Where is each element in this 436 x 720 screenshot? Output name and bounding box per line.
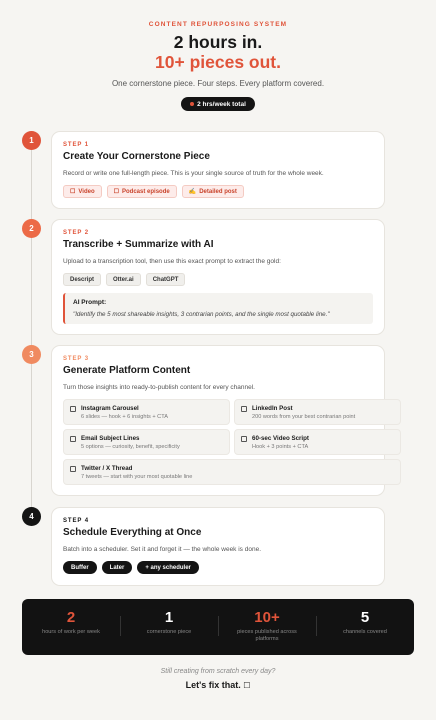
tile-instagram-carousel[interactable] bbox=[63, 399, 230, 425]
tile-subtitle: 200 words from your best contrarian point bbox=[252, 414, 356, 420]
step-2-number: 2 bbox=[22, 219, 41, 238]
step-1-card bbox=[51, 131, 385, 209]
chip-descript[interactable]: Descript bbox=[63, 273, 101, 286]
stat-label: pieces published across platforms bbox=[237, 629, 297, 642]
tile-video-script[interactable] bbox=[234, 429, 401, 455]
step-1-label: STEP 1 bbox=[63, 142, 89, 148]
chip-label: Detailed post bbox=[199, 188, 237, 195]
ai-prompt-label: AI Prompt: bbox=[73, 299, 107, 306]
square-icon: ☐ bbox=[243, 681, 251, 690]
tile-title: Email Subject Lines bbox=[81, 435, 140, 442]
page-title bbox=[0, 33, 436, 72]
square-icon bbox=[70, 466, 76, 472]
eyebrow: CONTENT REPURPOSING SYSTEM bbox=[148, 21, 288, 28]
chip-podcast[interactable] bbox=[107, 185, 177, 198]
pen-icon: ✍ bbox=[188, 189, 197, 195]
chip-buffer[interactable]: Buffer bbox=[63, 561, 97, 574]
square-icon bbox=[241, 406, 247, 412]
tile-title: 60-sec Video Script bbox=[252, 435, 309, 442]
step-4-title: Schedule Everything at Once bbox=[63, 527, 202, 538]
stat-hours bbox=[22, 599, 120, 655]
chip-label: Podcast episode bbox=[122, 188, 170, 195]
footer-cta[interactable] bbox=[0, 680, 436, 690]
step-3-description: Turn those insights into ready-to-publish content for every channel. bbox=[63, 384, 255, 391]
tile-subtitle: 5 options — curiosity, benefit, specificity bbox=[81, 444, 180, 450]
title-line-2: 10+ pieces out. bbox=[155, 51, 281, 72]
step-2-label: STEP 2 bbox=[63, 230, 89, 236]
tile-title: Instagram Carousel bbox=[81, 405, 139, 412]
stats-bar bbox=[22, 599, 414, 655]
step-2-description: Upload to a transcription tool, then use this exact prompt to extract the gold: bbox=[63, 258, 281, 265]
ai-prompt-text: "Identify the 5 most shareable insights, 3 contrarian points, and the single most quotable line." bbox=[73, 311, 330, 318]
step-1-title: Create Your Cornerstone Piece bbox=[63, 151, 210, 162]
step-4-description: Batch into a scheduler. Set it and forget it — the whole week is done. bbox=[63, 546, 262, 553]
dot-icon bbox=[190, 102, 194, 106]
step-3-number: 3 bbox=[22, 345, 41, 364]
stat-channels bbox=[316, 599, 414, 655]
ai-prompt-box bbox=[63, 293, 373, 324]
square-icon: ☐ bbox=[70, 189, 76, 195]
stat-label: cornerstone piece bbox=[146, 629, 192, 635]
stat-value: 10+ bbox=[254, 609, 280, 626]
step-3-label: STEP 3 bbox=[63, 356, 89, 362]
time-badge-label: 2 hrs/week total bbox=[197, 100, 246, 108]
step-1-description: Record or write one full-length piece. This is your single source of truth for the whole week. bbox=[63, 170, 324, 177]
square-icon: ☐ bbox=[113, 189, 120, 195]
tile-title: LinkedIn Post bbox=[252, 405, 293, 412]
title-line-1: 2 hours in. bbox=[173, 32, 263, 52]
chip-video[interactable] bbox=[63, 185, 102, 198]
stat-label: hours of work per week bbox=[42, 629, 100, 635]
timeline-line bbox=[31, 150, 32, 510]
square-icon bbox=[70, 436, 76, 442]
chip-later[interactable]: Later bbox=[102, 561, 133, 574]
square-icon bbox=[241, 436, 247, 442]
tile-email-subject-lines[interactable] bbox=[63, 429, 230, 455]
subtitle: One cornerstone piece. Four steps. Every platform covered. bbox=[111, 79, 325, 88]
tile-subtitle: 6 slides — hook + 6 insights + CTA bbox=[81, 414, 168, 420]
step-3-card bbox=[51, 345, 385, 496]
tile-subtitle: Hook + 3 points + CTA bbox=[252, 444, 309, 450]
chip-any-scheduler[interactable]: + any scheduler bbox=[137, 561, 199, 574]
step-2-card bbox=[51, 219, 385, 335]
tile-title: Twitter / X Thread bbox=[81, 465, 133, 472]
step-4-card bbox=[51, 507, 385, 586]
chip-chatgpt[interactable]: ChatGPT bbox=[146, 273, 186, 286]
step-1-number: 1 bbox=[22, 131, 41, 150]
stat-value: 1 bbox=[164, 609, 174, 626]
stat-cornerstone bbox=[120, 599, 218, 655]
stat-label: channels covered bbox=[343, 629, 387, 635]
stat-value: 2 bbox=[66, 609, 76, 626]
step-4-label: STEP 4 bbox=[63, 518, 89, 524]
footer-cta-label: Let's fix that. bbox=[185, 680, 241, 690]
chip-otter[interactable]: Otter.ai bbox=[106, 273, 141, 286]
footer-question: Still creating from scratch every day? bbox=[160, 668, 276, 675]
step-2-title: Transcribe + Summarize with AI bbox=[63, 239, 214, 250]
chip-detailed-post[interactable] bbox=[182, 185, 244, 198]
time-badge bbox=[181, 97, 255, 111]
stat-value: 5 bbox=[360, 609, 370, 626]
step-4-number: 4 bbox=[22, 507, 41, 526]
tile-subtitle: 7 tweets — start with your most quotable line bbox=[81, 474, 193, 480]
tile-linkedin-post[interactable] bbox=[234, 399, 401, 425]
tile-twitter-thread[interactable] bbox=[63, 459, 401, 485]
step-3-title: Generate Platform Content bbox=[63, 365, 191, 376]
stat-pieces bbox=[218, 599, 316, 655]
chip-label: Video bbox=[78, 188, 95, 195]
square-icon bbox=[70, 406, 76, 412]
